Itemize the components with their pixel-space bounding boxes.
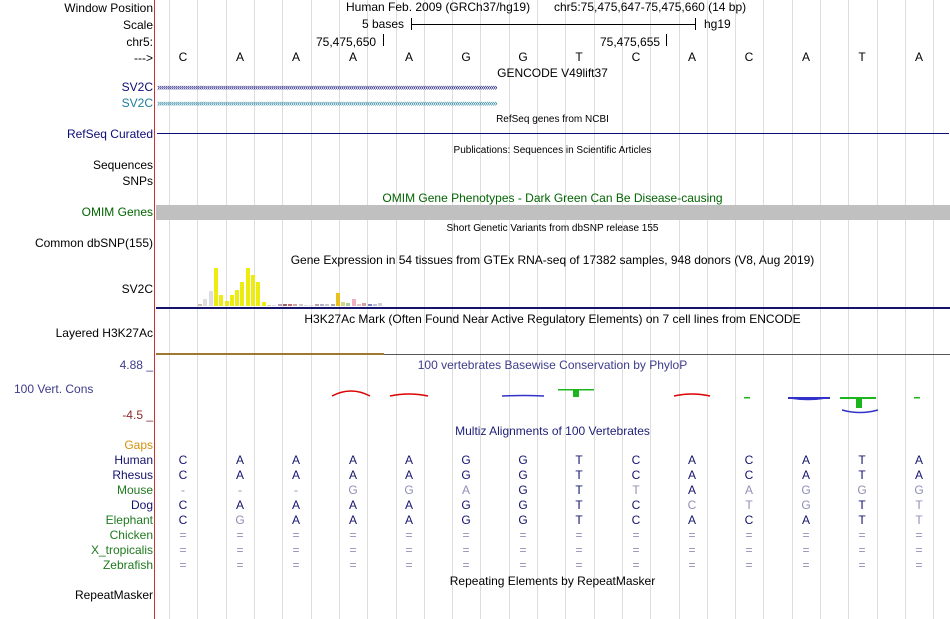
alignment-base: T: [858, 498, 866, 512]
species-label[interactable]: Zebrafish: [102, 558, 153, 572]
alignment-base: =: [632, 558, 640, 572]
track-left-border: [154, 0, 155, 619]
gtex-tissue-bar[interactable]: [352, 299, 356, 306]
alignment-base: =: [575, 543, 583, 557]
gtex-tissue-bar[interactable]: [368, 304, 372, 306]
gtex-tissue-bar[interactable]: [240, 282, 244, 306]
grid-line: [820, 0, 821, 619]
alignment-base: T: [575, 513, 583, 527]
scale-label: Scale: [122, 18, 153, 32]
gtex-tissue-bar[interactable]: [309, 305, 313, 306]
phylop-label[interactable]: 100 Vert. Cons: [14, 382, 94, 396]
alignment-base: G: [461, 468, 471, 482]
refseq-gene-line[interactable]: [157, 133, 949, 134]
grid-line: [424, 0, 425, 619]
alignment-base: =: [179, 558, 187, 572]
db-text: hg19: [704, 17, 731, 31]
chrom-label: chr5:: [126, 35, 153, 49]
alignment-base: A: [235, 498, 244, 512]
alignment-base: -: [181, 483, 185, 497]
grid-line: [396, 0, 397, 619]
coord-tick-1-label: 75,475,650: [316, 35, 377, 49]
alignment-base: =: [858, 558, 866, 572]
alignment-base: C: [178, 468, 188, 482]
alignment-base: A: [461, 483, 470, 497]
sequence-base: A: [404, 50, 413, 64]
gtex-tissue-bar[interactable]: [235, 290, 239, 306]
publications-title: Publications: Sequences in Scientific Articles: [453, 145, 652, 156]
alignment-base: C: [744, 513, 754, 527]
alignment-base: G: [801, 498, 811, 512]
species-label[interactable]: Human: [114, 453, 153, 467]
dbsnp-title: Short Genetic Variants from dbSNP release 155: [446, 223, 659, 234]
alignment-base: C: [631, 498, 641, 512]
refseq-label[interactable]: RefSeq Curated: [66, 127, 153, 141]
gencode-row1-label[interactable]: SV2C: [121, 80, 153, 94]
gtex-tissue-bar[interactable]: [378, 303, 382, 306]
gtex-tissue-bar[interactable]: [219, 295, 223, 306]
alignment-base: G: [518, 483, 528, 497]
grid-line: [282, 0, 283, 619]
alignment-base: =: [632, 543, 640, 557]
sequence-base: A: [235, 50, 244, 64]
grid-line: [480, 0, 481, 619]
coord-tick-1: [383, 34, 384, 46]
species-label[interactable]: Rhesus: [112, 468, 153, 482]
alignment-base: =: [405, 528, 413, 542]
alignment-base: A: [914, 453, 923, 467]
alignment-base: =: [802, 528, 810, 542]
alignment-base: A: [291, 468, 300, 482]
h3k27ac-title: H3K27Ac Mark (Often Found Near Active Regulatory Elements) on 7 cell lines from ENCODE: [304, 312, 801, 326]
alignment-base: A: [348, 498, 357, 512]
gtex-tissue-bar[interactable]: [357, 304, 361, 306]
alignment-base: =: [745, 543, 753, 557]
alignment-base: G: [461, 513, 471, 527]
gtex-tissue-bar[interactable]: [230, 295, 234, 306]
sequence-base: C: [178, 50, 188, 64]
coord-tick-2: [666, 34, 667, 46]
alignment-base: =: [688, 558, 696, 572]
alignment-base: A: [348, 453, 357, 467]
sequence-base: G: [518, 50, 528, 64]
h3k27ac-signal: [156, 353, 384, 355]
grid-line: [509, 0, 510, 619]
phylop-title: 100 vertebrates Basewise Conservation by PhyloP: [417, 358, 688, 372]
gtex-tissue-bar[interactable]: [262, 302, 266, 306]
assembly-text: Human Feb. 2009 (GRCh37/hg19): [346, 0, 531, 14]
alignment-base: T: [858, 453, 866, 467]
gtex-tissue-bar[interactable]: [225, 301, 229, 306]
sequence-base: A: [914, 50, 923, 64]
alignment-base: G: [518, 468, 528, 482]
sequence-base: A: [291, 50, 300, 64]
alignment-base: T: [745, 498, 753, 512]
position-text[interactable]: chr5:75,475,647-75,475,660 (14 bp): [554, 0, 747, 14]
grid-line: [735, 0, 736, 619]
grid-line: [905, 0, 906, 619]
alignment-base: T: [915, 513, 923, 527]
gtex-label[interactable]: SV2C: [121, 282, 153, 296]
alignment-base: =: [236, 528, 244, 542]
scale-bar-right-tick: [695, 18, 696, 30]
species-label[interactable]: Mouse: [116, 483, 153, 497]
alignment-base: G: [518, 513, 528, 527]
alignment-base: A: [404, 468, 413, 482]
grid-line: [169, 0, 170, 619]
alignment-base: C: [178, 498, 188, 512]
alignment-base: G: [518, 498, 528, 512]
alignment-base: C: [631, 513, 641, 527]
alignment-base: G: [461, 498, 471, 512]
gtex-tissue-bar[interactable]: [341, 302, 345, 306]
multiz-title: Multiz Alignments of 100 Vertebrates: [455, 424, 650, 438]
alignment-base: -: [238, 483, 242, 497]
alignment-base: A: [744, 483, 753, 497]
gtex-tissue-bar[interactable]: [331, 304, 335, 306]
alignment-base: A: [235, 468, 244, 482]
alignment-base: T: [575, 483, 583, 497]
alignment-base: A: [801, 468, 810, 482]
alignment-base: A: [801, 513, 810, 527]
alignment-base: =: [462, 528, 470, 542]
gtex-tissue-bar[interactable]: [256, 282, 260, 306]
gtex-tissue-bar[interactable]: [304, 305, 308, 306]
alignment-base: G: [801, 483, 811, 497]
species-label[interactable]: Dog: [130, 498, 153, 512]
alignment-base: C: [178, 513, 188, 527]
repeatmasker-title: Repeating Elements by RepeatMasker: [449, 574, 656, 588]
grid-line: [197, 0, 198, 619]
alignment-base: G: [404, 483, 414, 497]
grid-line: [679, 0, 680, 619]
gtex-tissue-bar[interactable]: [325, 304, 329, 306]
gtex-tissue-bar[interactable]: [272, 305, 276, 306]
gtex-tissue-bar[interactable]: [278, 304, 282, 306]
omim-gene-bar[interactable]: [156, 205, 950, 220]
sequence-base: C: [631, 50, 641, 64]
grid-line: [254, 0, 255, 619]
gtex-tissue-bar[interactable]: [267, 305, 271, 306]
coord-tick-2-label: 75,475,655: [600, 35, 661, 49]
gtex-tissue-bar[interactable]: [293, 304, 297, 306]
alignment-base: =: [405, 558, 413, 572]
publications-sequences-label[interactable]: Sequences: [92, 158, 153, 172]
alignment-base: =: [745, 528, 753, 542]
gtex-tissue-bar[interactable]: [214, 268, 218, 306]
grid-line: [622, 0, 623, 619]
alignment-base: =: [519, 558, 527, 572]
gtex-tissue-bar[interactable]: [198, 304, 202, 306]
alignment-base: =: [575, 528, 583, 542]
strand-label: --->: [134, 51, 153, 65]
alignment-base: C: [178, 453, 188, 467]
alignment-base: A: [291, 513, 300, 527]
alignment-base: =: [349, 558, 357, 572]
omim-title: OMIM Gene Phenotypes - Dark Green Can Be Disease-causing: [382, 191, 723, 205]
alignment-base: A: [687, 453, 696, 467]
alignment-base: G: [235, 513, 245, 527]
alignment-base: =: [575, 558, 583, 572]
alignment-base: =: [179, 543, 187, 557]
gtex-tissue-bar[interactable]: [283, 304, 287, 306]
alignment-base: T: [575, 468, 583, 482]
gtex-tissue-bar[interactable]: [209, 291, 213, 306]
alignment-base: =: [688, 543, 696, 557]
phylop-max: 4.88 _: [119, 358, 153, 372]
grid-line: [367, 0, 368, 619]
gencode-transcript-1[interactable]: ››››››››››››››››››››››››››››››››››››››››››››››››››››››››››››››››››››››››››››››››››››››››››››››››››››››››››››››››››››››››››››››››››››››››››››››››››››››››››››››››››››››››››: [157, 82, 497, 92]
grid-line: [877, 0, 878, 619]
alignment-base: G: [914, 483, 924, 497]
grid-line: [763, 0, 764, 619]
grid-line: [848, 0, 849, 619]
gaps-label[interactable]: Gaps: [124, 438, 153, 452]
alignment-base: T: [858, 513, 866, 527]
refseq-title: RefSeq genes from NCBI: [496, 114, 609, 125]
alignment-base: G: [857, 483, 867, 497]
alignment-base: =: [236, 543, 244, 557]
alignment-base: =: [858, 543, 866, 557]
alignment-base: =: [462, 543, 470, 557]
grid-line: [452, 0, 453, 619]
alignment-base: A: [404, 513, 413, 527]
sequence-base: G: [461, 50, 471, 64]
h3k27ac-label[interactable]: Layered H3K27Ac: [55, 326, 153, 340]
grid-line: [792, 0, 793, 619]
alignment-base: =: [802, 558, 810, 572]
species-label[interactable]: Elephant: [105, 513, 153, 527]
alignment-base: G: [348, 483, 358, 497]
alignment-base: =: [292, 558, 300, 572]
phylop-plot[interactable]: [156, 382, 950, 418]
sequence-base: C: [744, 50, 754, 64]
alignment-base: =: [519, 543, 527, 557]
alignment-base: =: [349, 528, 357, 542]
gtex-tissue-bar[interactable]: [203, 299, 207, 306]
gtex-tissue-bar[interactable]: [288, 304, 292, 306]
alignment-base: =: [802, 543, 810, 557]
alignment-base: =: [632, 528, 640, 542]
alignment-base: =: [292, 543, 300, 557]
grid-line: [537, 0, 538, 619]
alignment-base: A: [404, 453, 413, 467]
phylop-min: -4.5 _: [122, 408, 153, 422]
window-position-label: Window Position: [64, 1, 153, 15]
alignment-base: A: [687, 468, 696, 482]
grid-line: [594, 0, 595, 619]
species-label[interactable]: X_tropicalis: [90, 543, 153, 557]
alignment-base: T: [632, 483, 640, 497]
alignment-base: =: [462, 558, 470, 572]
gtex-tissue-bar[interactable]: [251, 275, 255, 306]
alignment-base: =: [292, 528, 300, 542]
sequence-base: T: [858, 50, 866, 64]
alignment-base: =: [915, 543, 923, 557]
alignment-base: T: [575, 498, 583, 512]
gtex-tissue-bar[interactable]: [336, 293, 340, 306]
alignment-base: C: [631, 453, 641, 467]
alignment-base: T: [575, 453, 583, 467]
repeatmasker-label[interactable]: RepeatMasker: [74, 588, 153, 602]
sequence-base: T: [575, 50, 583, 64]
alignment-base: =: [915, 528, 923, 542]
alignment-base: A: [348, 513, 357, 527]
gtex-tissue-bar[interactable]: [373, 304, 377, 306]
gtex-tissue-bar[interactable]: [346, 303, 350, 306]
gencode-title: GENCODE V49lift37: [497, 66, 608, 80]
sequence-base: A: [348, 50, 357, 64]
alignment-base: =: [745, 558, 753, 572]
alignment-base: A: [801, 453, 810, 467]
alignment-base: =: [179, 528, 187, 542]
alignment-base: C: [744, 468, 754, 482]
dbsnp-label[interactable]: Common dbSNP(155): [34, 236, 153, 250]
alignment-base: A: [291, 453, 300, 467]
alignment-base: A: [687, 513, 696, 527]
alignment-base: =: [236, 558, 244, 572]
publications-snps-label[interactable]: SNPs: [122, 174, 153, 188]
alignment-base: T: [915, 498, 923, 512]
grid-line: [226, 0, 227, 619]
gtex-tissue-bar[interactable]: [299, 304, 303, 306]
alignment-base: =: [349, 543, 357, 557]
grid-line: [650, 0, 651, 619]
alignment-base: A: [348, 468, 357, 482]
grid-line: [933, 0, 934, 619]
alignment-base: A: [235, 453, 244, 467]
gtex-tissue-bar[interactable]: [315, 304, 319, 306]
gtex-tissue-bar[interactable]: [320, 304, 324, 306]
alignment-base: =: [915, 558, 923, 572]
grid-line: [339, 0, 340, 619]
alignment-base: =: [858, 528, 866, 542]
alignment-base: A: [687, 483, 696, 497]
alignment-base: T: [858, 468, 866, 482]
grid-line: [565, 0, 566, 619]
alignment-base: A: [914, 468, 923, 482]
gencode-transcript-2[interactable]: ››››››››››››››››››››››››››››››››››››››››››››››››››››››››››››››››››››››››››››››››››››››››››››››››››››››››››››››››››››››››››››››››››››››››››››››››››››››››››››››››››››››››››: [157, 98, 497, 108]
alignment-base: =: [405, 543, 413, 557]
alignment-base: G: [461, 453, 471, 467]
gtex-expression-chart[interactable]: [156, 267, 950, 309]
scale-text: 5 bases: [362, 17, 405, 31]
alignment-base: G: [518, 453, 528, 467]
alignment-base: C: [631, 468, 641, 482]
grid-line: [311, 0, 312, 619]
omim-label[interactable]: OMIM Genes: [81, 205, 153, 219]
sequence-base: A: [687, 50, 696, 64]
alignment-base: C: [744, 453, 754, 467]
alignment-base: C: [687, 498, 697, 512]
gtex-gene-line: [156, 307, 950, 309]
alignment-base: A: [291, 498, 300, 512]
alignment-base: =: [688, 528, 696, 542]
gencode-row2-label[interactable]: SV2C: [121, 96, 153, 110]
species-label[interactable]: Chicken: [109, 528, 153, 542]
scale-bar: [411, 24, 696, 25]
alignment-base: A: [404, 498, 413, 512]
gtex-tissue-bar[interactable]: [362, 303, 366, 306]
gtex-tissue-bar[interactable]: [246, 268, 250, 306]
gtex-title: Gene Expression in 54 tissues from GTEx RNA-seq of 17382 samples, 948 donors (V8, Aug 2019): [290, 253, 815, 267]
alignment-base: -: [294, 483, 298, 497]
alignment-base: =: [519, 528, 527, 542]
sequence-base: A: [801, 50, 810, 64]
grid-line: [707, 0, 708, 619]
